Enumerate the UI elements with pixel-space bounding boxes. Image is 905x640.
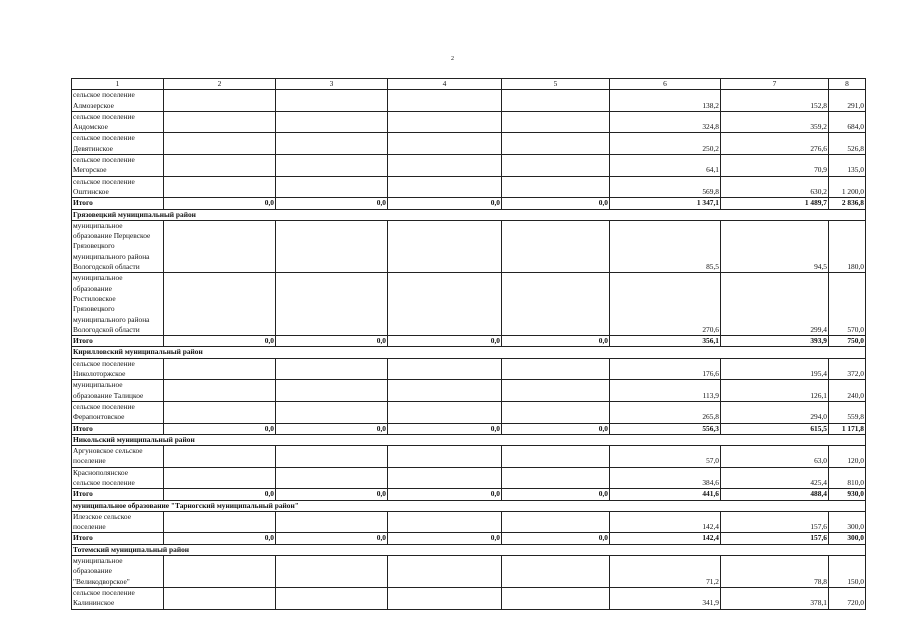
value-cell: 0,0	[502, 336, 610, 347]
value-cell: 526,8	[829, 133, 866, 155]
table-row	[72, 380, 866, 402]
value-cell	[388, 176, 502, 198]
table-row	[72, 220, 866, 272]
value-cell	[502, 358, 610, 380]
value-cell: 250,2	[610, 133, 721, 155]
value-cell: 630,2	[721, 176, 829, 198]
value-cell	[388, 220, 502, 272]
value-cell: 378,1	[721, 587, 829, 609]
value-cell	[388, 446, 502, 468]
total-label: Итого	[72, 533, 164, 544]
budget-table	[71, 78, 866, 610]
value-cell: 291,0	[829, 90, 866, 112]
settlement-name: муниципальное образование Перцевское Грязовецкого муниципального района Вологодской области	[72, 220, 164, 272]
value-cell: 720,0	[829, 587, 866, 609]
total-row	[72, 336, 866, 347]
value-cell: 393,9	[721, 336, 829, 347]
settlement-name: сельское поселение Девятинское	[72, 133, 164, 155]
total-label: Итого	[72, 489, 164, 500]
value-cell	[388, 273, 502, 336]
value-cell	[502, 401, 610, 423]
total-label: Итого	[72, 336, 164, 347]
value-cell: 1 347,1	[610, 198, 721, 209]
value-cell: 0,0	[502, 533, 610, 544]
value-cell	[276, 587, 388, 609]
column-header: 5	[502, 79, 610, 90]
value-cell	[164, 273, 276, 336]
column-header: 1	[72, 79, 164, 90]
table-body	[72, 90, 866, 609]
table-row	[72, 446, 866, 468]
value-cell	[502, 133, 610, 155]
value-cell	[164, 176, 276, 198]
value-cell	[276, 467, 388, 489]
district-header-row	[72, 347, 866, 358]
table-row	[72, 176, 866, 198]
value-cell: 810,0	[829, 467, 866, 489]
value-cell	[276, 273, 388, 336]
value-cell: 180,0	[829, 220, 866, 272]
value-cell: 570,0	[829, 273, 866, 336]
settlement-name: муниципальное образование Талицкое	[72, 380, 164, 402]
settlement-name: Илезское сельское поселение	[72, 511, 164, 533]
value-cell	[164, 556, 276, 588]
value-cell: 0,0	[276, 489, 388, 500]
column-header: 4	[388, 79, 502, 90]
value-cell: 1 171,8	[829, 423, 866, 434]
value-cell	[502, 220, 610, 272]
value-cell: 0,0	[276, 198, 388, 209]
district-name: муниципальное образование "Тарногский муниципальный район"	[72, 500, 866, 511]
value-cell: 71,2	[610, 556, 721, 588]
settlement-name: муниципальное образование "Великодворское"	[72, 556, 164, 588]
value-cell: 615,5	[721, 423, 829, 434]
value-cell: 0,0	[164, 489, 276, 500]
value-cell: 0,0	[276, 423, 388, 434]
value-cell: 150,0	[829, 556, 866, 588]
value-cell: 270,6	[610, 273, 721, 336]
value-cell: 1 200,0	[829, 176, 866, 198]
value-cell	[276, 220, 388, 272]
value-cell: 0,0	[388, 533, 502, 544]
value-cell	[276, 511, 388, 533]
value-cell	[388, 90, 502, 112]
value-cell	[276, 90, 388, 112]
value-cell: 2 836,8	[829, 198, 866, 209]
value-cell: 356,1	[610, 336, 721, 347]
value-cell	[502, 380, 610, 402]
value-cell: 265,8	[610, 401, 721, 423]
value-cell: 0,0	[502, 489, 610, 500]
value-cell: 0,0	[388, 198, 502, 209]
value-cell: 684,0	[829, 111, 866, 133]
value-cell: 157,6	[721, 533, 829, 544]
value-cell	[276, 155, 388, 177]
column-header: 7	[721, 79, 829, 90]
value-cell: 195,4	[721, 358, 829, 380]
value-cell: 0,0	[164, 533, 276, 544]
settlement-name: сельское поселение Николоторжское	[72, 358, 164, 380]
value-cell: 930,0	[829, 489, 866, 500]
table-row	[72, 111, 866, 133]
settlement-name: сельское поселение Мегорское	[72, 155, 164, 177]
value-cell	[164, 358, 276, 380]
value-cell: 276,6	[721, 133, 829, 155]
value-cell	[388, 467, 502, 489]
value-cell: 142,4	[610, 533, 721, 544]
value-cell	[388, 380, 502, 402]
value-cell: 113,9	[610, 380, 721, 402]
table-row	[72, 133, 866, 155]
value-cell	[502, 111, 610, 133]
value-cell: 120,0	[829, 446, 866, 468]
value-cell	[164, 511, 276, 533]
value-cell	[164, 587, 276, 609]
settlement-name: Аргуновское сельское поселение	[72, 446, 164, 468]
page-number: 2	[451, 56, 454, 62]
column-header: 8	[829, 79, 866, 90]
table-row	[72, 556, 866, 588]
value-cell	[164, 467, 276, 489]
value-cell	[276, 111, 388, 133]
value-cell: 0,0	[502, 423, 610, 434]
value-cell: 157,6	[721, 511, 829, 533]
settlement-name: сельское поселение Калининское	[72, 587, 164, 609]
value-cell: 441,6	[610, 489, 721, 500]
total-row	[72, 533, 866, 544]
value-cell: 372,0	[829, 358, 866, 380]
value-cell: 0,0	[164, 423, 276, 434]
district-name: Никольский муниципальный район	[72, 434, 866, 445]
value-cell: 176,6	[610, 358, 721, 380]
value-cell: 152,8	[721, 90, 829, 112]
district-header-row	[72, 209, 866, 220]
value-cell: 85,5	[610, 220, 721, 272]
value-cell: 0,0	[164, 198, 276, 209]
value-cell	[276, 380, 388, 402]
value-cell: 63,0	[721, 446, 829, 468]
value-cell: 425,4	[721, 467, 829, 489]
value-cell: 300,0	[829, 511, 866, 533]
value-cell: 240,0	[829, 380, 866, 402]
value-cell: 0,0	[388, 336, 502, 347]
value-cell	[164, 90, 276, 112]
value-cell	[502, 587, 610, 609]
value-cell: 300,0	[829, 533, 866, 544]
value-cell: 78,8	[721, 556, 829, 588]
value-cell	[164, 155, 276, 177]
value-cell	[502, 155, 610, 177]
total-label: Итого	[72, 198, 164, 209]
column-header: 2	[164, 79, 276, 90]
value-cell: 0,0	[388, 423, 502, 434]
district-name: Тотемский муниципальный район	[72, 544, 866, 555]
value-cell: 0,0	[164, 336, 276, 347]
district-header-row	[72, 544, 866, 555]
column-header: 6	[610, 79, 721, 90]
table-row	[72, 467, 866, 489]
value-cell: 138,2	[610, 90, 721, 112]
district-name: Грязовецкий муниципальный район	[72, 209, 866, 220]
value-cell	[164, 380, 276, 402]
column-header: 3	[276, 79, 388, 90]
value-cell	[164, 111, 276, 133]
settlement-name: Краснополянское сельское поселение	[72, 467, 164, 489]
value-cell	[502, 90, 610, 112]
value-cell	[276, 556, 388, 588]
value-cell	[388, 133, 502, 155]
value-cell: 0,0	[276, 533, 388, 544]
value-cell	[502, 446, 610, 468]
total-row	[72, 489, 866, 500]
value-cell: 57,0	[610, 446, 721, 468]
value-cell	[502, 467, 610, 489]
value-cell	[164, 446, 276, 468]
settlement-name: сельское поселение Оштинское	[72, 176, 164, 198]
settlement-name: сельское поселение Алмозерское	[72, 90, 164, 112]
value-cell: 126,1	[721, 380, 829, 402]
value-cell: 64,1	[610, 155, 721, 177]
total-row	[72, 423, 866, 434]
value-cell	[502, 556, 610, 588]
value-cell	[388, 587, 502, 609]
column-number-row	[72, 79, 866, 90]
value-cell: 142,4	[610, 511, 721, 533]
value-cell	[276, 358, 388, 380]
value-cell: 0,0	[276, 336, 388, 347]
value-cell	[276, 133, 388, 155]
value-cell: 299,4	[721, 273, 829, 336]
value-cell: 569,8	[610, 176, 721, 198]
table-row	[72, 358, 866, 380]
value-cell	[276, 176, 388, 198]
value-cell: 1 489,7	[721, 198, 829, 209]
value-cell	[502, 176, 610, 198]
table-row	[72, 155, 866, 177]
value-cell	[388, 511, 502, 533]
settlement-name: сельское поселение Ферапонтовское	[72, 401, 164, 423]
value-cell	[388, 358, 502, 380]
value-cell	[276, 401, 388, 423]
value-cell: 750,0	[829, 336, 866, 347]
value-cell: 94,5	[721, 220, 829, 272]
total-label: Итого	[72, 423, 164, 434]
value-cell	[502, 511, 610, 533]
value-cell: 0,0	[388, 489, 502, 500]
district-header-row	[72, 500, 866, 511]
table-row	[72, 511, 866, 533]
value-cell: 324,8	[610, 111, 721, 133]
table-row	[72, 273, 866, 336]
value-cell: 0,0	[502, 198, 610, 209]
value-cell: 341,9	[610, 587, 721, 609]
value-cell	[164, 133, 276, 155]
value-cell: 384,6	[610, 467, 721, 489]
value-cell: 559,8	[829, 401, 866, 423]
settlement-name: сельское поселение Андомское	[72, 111, 164, 133]
value-cell: 294,0	[721, 401, 829, 423]
value-cell	[388, 111, 502, 133]
value-cell: 359,2	[721, 111, 829, 133]
value-cell	[164, 220, 276, 272]
value-cell: 556,3	[610, 423, 721, 434]
value-cell: 70,9	[721, 155, 829, 177]
district-name: Кирилловский муниципальный район	[72, 347, 866, 358]
total-row	[72, 198, 866, 209]
table-row	[72, 401, 866, 423]
value-cell	[502, 273, 610, 336]
settlement-name: муниципальное образование Ростиловское Грязовецкого муниципального района Вологодской области	[72, 273, 164, 336]
value-cell	[388, 556, 502, 588]
value-cell: 135,0	[829, 155, 866, 177]
table-row	[72, 90, 866, 112]
value-cell	[276, 446, 388, 468]
value-cell	[388, 155, 502, 177]
table-row	[72, 587, 866, 609]
value-cell: 488,4	[721, 489, 829, 500]
value-cell	[388, 401, 502, 423]
district-header-row	[72, 434, 866, 445]
value-cell	[164, 401, 276, 423]
